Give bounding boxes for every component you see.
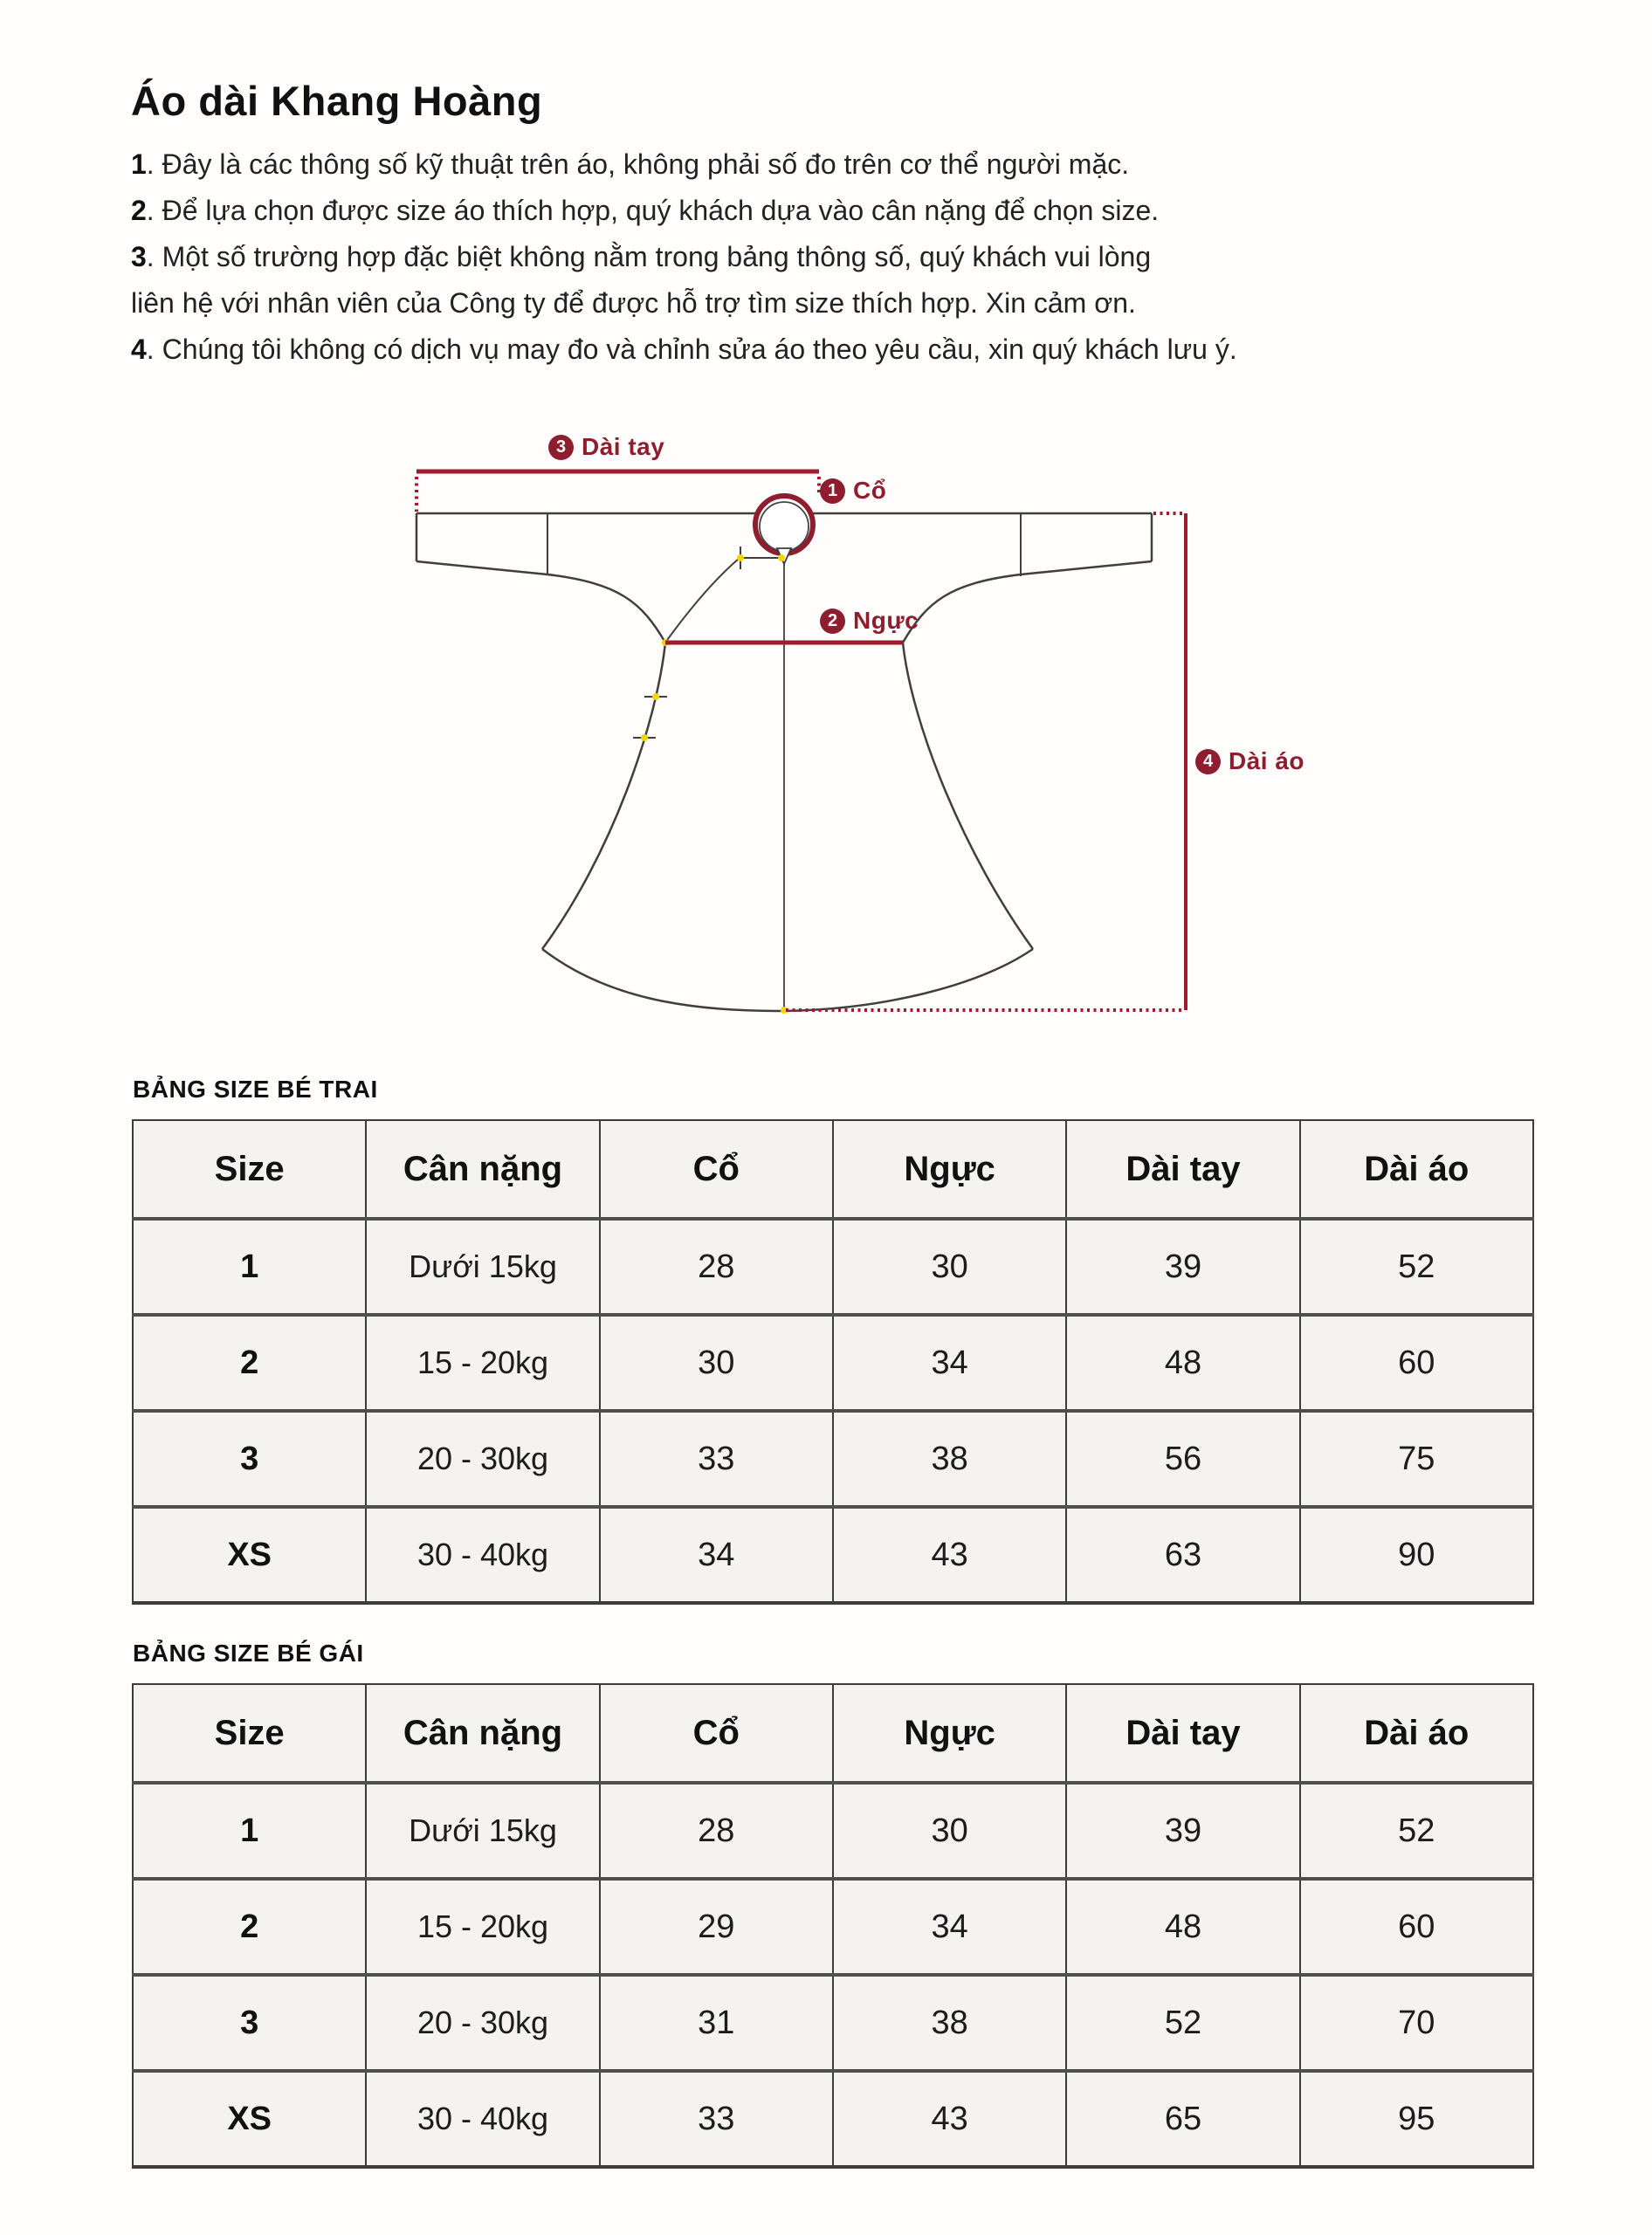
weight-cell: Dưới 15kg [366, 1219, 599, 1315]
junction-dots [641, 554, 788, 1014]
chest-cell: 38 [833, 1975, 1066, 2071]
sleeve-length-line [416, 471, 819, 512]
note-line: liên hệ với nhân viên của Công ty để được hỗ trợ tìm size thích hợp. Xin cảm ơn. [131, 287, 1136, 319]
sleeve-cell: 39 [1066, 1219, 1299, 1315]
note-line: 3. Một số trường hợp đặc biệt không nằm trong bảng thông số, quý khách vui lòng [131, 241, 1152, 272]
length-cell: 90 [1300, 1507, 1533, 1603]
col-header-length: Dài áo [1300, 1684, 1533, 1783]
col-header-neck: Cổ [600, 1684, 833, 1783]
note-line: 4. Chúng tôi không có dịch vụ may đo và chỉnh sửa áo theo yêu cầu, xin quý khách lưu ý. [131, 334, 1237, 365]
chest-cell: 38 [833, 1411, 1066, 1507]
girls-size-table [132, 1683, 1534, 2169]
length-cell: 60 [1300, 1315, 1533, 1411]
neck-cell: 34 [600, 1507, 833, 1603]
table-row [133, 2071, 1533, 2167]
label-dai-tay: 3 Dài tay [548, 433, 664, 461]
shirt-length-line [786, 513, 1186, 1010]
col-header-chest: Ngực [833, 1684, 1066, 1783]
chest-cell: 43 [833, 1507, 1066, 1603]
header-row [133, 1684, 1533, 1783]
weight-cell: 20 - 30kg [366, 1411, 599, 1507]
weight-cell: 30 - 40kg [366, 1507, 599, 1603]
sleeve-cell: 52 [1066, 1975, 1299, 2071]
chest-cell: 43 [833, 2071, 1066, 2167]
length-cell: 95 [1300, 2071, 1533, 2167]
col-header-length: Dài áo [1300, 1120, 1533, 1219]
col-header-weight: Cân nặng [366, 1120, 599, 1219]
length-cell: 52 [1300, 1783, 1533, 1879]
left-sleeve-underside [416, 561, 665, 643]
col-header-size: Size [133, 1684, 366, 1783]
neck-cell: 33 [600, 2071, 833, 2167]
col-header-size: Size [133, 1120, 366, 1219]
weight-cell: 30 - 40kg [366, 2071, 599, 2167]
sleeve-cell: 63 [1066, 1507, 1299, 1603]
girls-table-title: BẢNG SIZE BÉ GÁI [133, 1640, 364, 1667]
col-header-chest: Ngực [833, 1120, 1066, 1219]
neck-cell: 28 [600, 1219, 833, 1315]
label-nguc: 2 Ngực [820, 607, 919, 635]
chest-cell: 34 [833, 1315, 1066, 1411]
label-dai-ao: 4 Dài áo [1195, 747, 1304, 775]
neck-cell: 31 [600, 1975, 833, 2071]
weight-cell: 20 - 30kg [366, 1975, 599, 2071]
table-row [133, 1411, 1533, 1507]
size-cell: 3 [133, 1975, 366, 2071]
col-header-sleeve: Dài tay [1066, 1684, 1299, 1783]
page-title: Áo dài Khang Hoàng [131, 78, 543, 124]
size-cell: 1 [133, 1219, 366, 1315]
size-cell: 2 [133, 1315, 366, 1411]
table-row [133, 1879, 1533, 1975]
table-row [133, 1507, 1533, 1603]
sleeve-cell: 56 [1066, 1411, 1299, 1507]
table-row [133, 1315, 1533, 1411]
badge-3: 3 [548, 435, 574, 460]
size-cell: XS [133, 2071, 366, 2167]
right-body-side [903, 643, 1033, 949]
length-cell: 52 [1300, 1219, 1533, 1315]
collar-outer-ring [755, 496, 813, 554]
sleeve-cell: 48 [1066, 1879, 1299, 1975]
col-header-neck: Cổ [600, 1120, 833, 1219]
weight-cell: 15 - 20kg [366, 1315, 599, 1411]
size-cell: XS [133, 1507, 366, 1603]
chest-cell: 34 [833, 1879, 1066, 1975]
right-sleeve-underside [903, 561, 1152, 643]
table-row [133, 1783, 1533, 1879]
hem-curve [542, 949, 1033, 1011]
col-header-weight: Cân nặng [366, 1684, 599, 1783]
label-co: 1 Cổ [820, 477, 886, 505]
size-cell: 1 [133, 1783, 366, 1879]
boys-size-table [132, 1119, 1534, 1605]
neck-cell: 28 [600, 1783, 833, 1879]
neck-cell: 33 [600, 1411, 833, 1507]
neck-cell: 29 [600, 1879, 833, 1975]
badge-1: 1 [820, 478, 845, 504]
sleeve-cell: 39 [1066, 1783, 1299, 1879]
neck-cell: 30 [600, 1315, 833, 1411]
badge-4: 4 [1195, 749, 1221, 774]
size-cell: 3 [133, 1411, 366, 1507]
length-cell: 60 [1300, 1879, 1533, 1975]
left-body-side [542, 643, 665, 949]
boys-table-title: BẢNG SIZE BÉ TRAI [133, 1076, 378, 1103]
col-header-sleeve: Dài tay [1066, 1120, 1299, 1219]
badge-2: 2 [820, 609, 845, 634]
weight-cell: Dưới 15kg [366, 1783, 599, 1879]
sleeve-cell: 48 [1066, 1315, 1299, 1411]
note-line: 1. Đây là các thông số kỹ thuật trên áo, không phải số đo trên cơ thể người mặc. [131, 148, 1130, 180]
size-cell: 2 [133, 1879, 366, 1975]
note-line: 2. Để lựa chọn được size áo thích hợp, quý khách dựa vào cân nặng để chọn size. [131, 195, 1160, 226]
chest-cell: 30 [833, 1219, 1066, 1315]
front-flap-curve [665, 559, 739, 643]
table-row [133, 1975, 1533, 2071]
ao-dai-measurement-diagram [0, 0, 1652, 1065]
header-row [133, 1120, 1533, 1219]
weight-cell: 15 - 20kg [366, 1879, 599, 1975]
length-cell: 75 [1300, 1411, 1533, 1507]
table-row [133, 1219, 1533, 1315]
length-cell: 70 [1300, 1975, 1533, 2071]
sleeve-cell: 65 [1066, 2071, 1299, 2167]
chest-cell: 30 [833, 1783, 1066, 1879]
